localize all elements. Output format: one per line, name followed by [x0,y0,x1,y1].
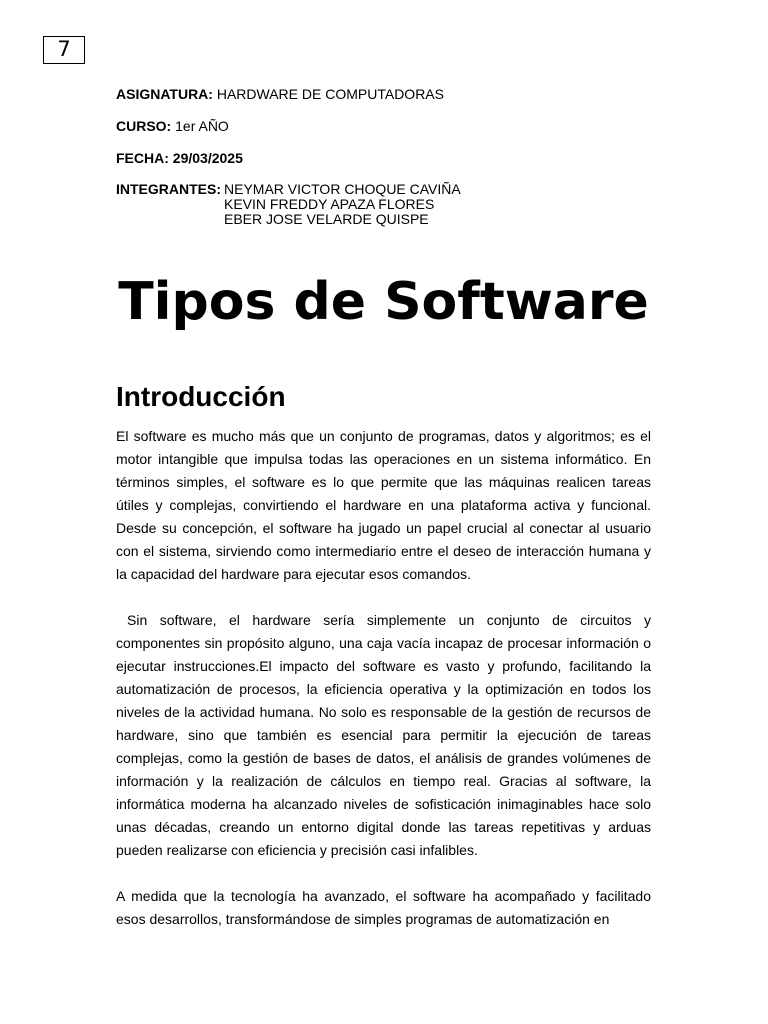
document-title: Tipos de Software [118,272,649,332]
page-number: 7 [43,36,85,64]
subject-value: HARDWARE DE COMPUTADORAS [216,86,444,102]
paragraph: El software es mucho más que un conjunto de programas, datos y algoritmos; es el motor intangible que impulsa todas las operaciones en un sistema informático. En términos simples, el software es lo que permite que las máquinas realicen tareas útiles y complejas, convirtiendo el hardware en una plataforma activa y funcional. Desde su concepción, el software ha jugado un papel crucial al conectar al usuario con el sistema, sirviendo como intermediario entre el deseo de interacción humana y la capacidad del hardware para ejecutar esos comandos. [116,428,651,582]
member-name: NEYMAR VICTOR CHOQUE CAVIÑA [224,181,461,197]
members-block [116,181,461,227]
paragraph: A medida que la tecnología ha avanzado, el software ha acompañado y facilitado esos desarrollos, transformándose de simples programas de automatización en [116,888,651,927]
members-list [224,182,461,227]
date-value: 29/03/2025 [172,150,243,166]
course-label: CURSO: [116,118,172,134]
members-label: INTEGRANTES: [116,181,221,197]
member-name: KEVIN FREDDY APAZA FLORES [224,196,435,212]
section-heading: Introducción [116,381,286,412]
date-label: FECHA: [116,150,169,166]
subject-line [116,87,444,102]
member-name: EBER JOSE VELARDE QUISPE [224,211,429,227]
subject-label: ASIGNATURA: [116,86,213,102]
course-line [116,119,229,134]
paragraph: Sin software, el hardware sería simplemente un conjunto de circuitos y componentes sin propósito alguno, una caja vacía incapaz de procesar información o ejecutar instrucciones.El impacto del software es vasto y profundo, facilitando la automatización de procesos, la eficiencia operativa y la optimización en todos los niveles de la actividad humana. No solo es responsable de la gestión de recursos de hardware, sino que también es esencial para permitir la ejecución de tareas complejas, como la gestión de bases de datos, el análisis de grandes volúmenes de información y la realización de cálculos en tiempo real. Gracias al software, la informática moderna ha alcanzado niveles de sofisticación inimaginables hace solo unas décadas, creando un entorno digital donde las tareas repetitivas y arduas pueden realizarse con eficiencia y precisión casi infalibles. [116,612,651,858]
course-value: 1er AÑO [175,118,229,134]
date-line [116,151,243,166]
